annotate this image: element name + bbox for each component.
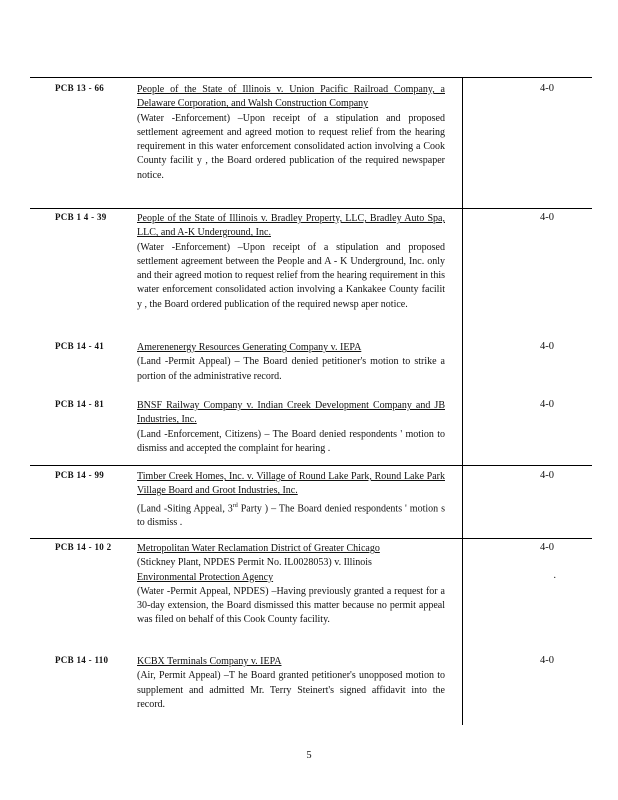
margin-mark: . <box>553 570 556 581</box>
case-title: People of the State of Illinois v. Union Pacific Railroad Company, a Delaware Corporation, and Walsh Construction Company <box>137 84 445 110</box>
ordinal-suffix: rd <box>232 502 238 509</box>
case-number: PCB 14 - 110 <box>55 655 109 665</box>
case-body: (Land -Permit Appeal) – The Board denied petitioner's motion to strike a portion of the administrative record. <box>137 356 445 382</box>
case-description <box>137 655 445 712</box>
case-number: PCB 1 4 - 39 <box>55 212 107 222</box>
case-title-agency: Environmental Protection Agency <box>137 571 274 583</box>
case-title: KCBX Terminals Company v. IEPA <box>137 656 282 667</box>
vote-count: 4-0 <box>540 470 554 481</box>
page-number: 5 <box>306 750 312 761</box>
case-description <box>137 83 445 183</box>
case-number: PCB 13 - 66 <box>55 83 105 93</box>
case-title-continued: (Stickney Plant, NPDES Permit No. IL0028053) v. Illinois <box>137 557 372 569</box>
case-body-post: Party ) – The Board denied respondents ' motion s to dismiss . <box>137 502 445 529</box>
top-rule <box>30 77 592 78</box>
vote-count: 4-0 <box>540 542 554 553</box>
case-number: PCB 14 - 41 <box>55 341 105 351</box>
vote-count: 4-0 <box>540 655 554 666</box>
case-description <box>137 399 445 456</box>
row-rule <box>30 538 592 539</box>
case-title: People of the State of Illinois v. Bradley Property, LLC, Bradley Auto Spa, LLC, and A-K Underground, Inc. <box>137 213 445 239</box>
case-body: (Land -Enforcement, Citizens) – The Board denied respondents ' motion to dismiss and accepted the complaint for hearing . <box>137 428 445 454</box>
case-description <box>137 542 445 628</box>
case-body: (Water -Enforcement) –Upon receipt of a stipulation and proposed settlement agreement between the People and A - K Underground, Inc. only and their agreed motion to request relief from the hearing requirement in this water enforcement consolidated action involving a Kankakee County facilit y , the Board ordered publication of the required newsp aper notice. <box>137 241 445 310</box>
case-description <box>137 470 445 531</box>
case-number: PCB 14 - 81 <box>55 399 105 409</box>
case-description <box>137 212 445 312</box>
case-title: Timber Creek Homes, Inc. v. Village of Round Lake Park, Round Lake Park Village Board and Groot Industries, Inc. <box>137 471 445 497</box>
case-body-pre: (Land -Siting Appeal, 3 <box>137 502 233 514</box>
row-rule <box>30 465 592 466</box>
case-title: Metropolitan Water Reclamation District of Greater Chicago <box>137 543 380 554</box>
row-rule <box>30 208 592 209</box>
case-description <box>137 341 445 384</box>
column-divider <box>462 77 463 725</box>
case-title: Amerenenergy Resources Generating Company v. IEPA <box>137 342 362 353</box>
vote-count: 4-0 <box>540 341 554 352</box>
case-number: PCB 14 - 10 2 <box>55 542 112 552</box>
case-body: (Water -Enforcement) –Upon receipt of a stipulation and proposed settlement agreement and agreed motion to request relief from the hearing requirement in this water enforcement consolidated action involving a Cook County facilit y , the Board ordered publication of the required newspaper notice. <box>137 112 445 181</box>
vote-count: 4-0 <box>540 212 554 223</box>
case-number: PCB 14 - 99 <box>55 470 105 480</box>
case-title: BNSF Railway Company v. Indian Creek Development Company and JB Industries, Inc. <box>137 400 445 426</box>
case-body: (Water -Permit Appeal, NPDES) –Having previously granted a request for a 30-day extension, the Board dismissed this matter because no permit appeal was filed on behalf of this Cook County facility. <box>137 585 445 626</box>
case-body: (Air, Permit Appeal) –T he Board granted petitioner's unopposed motion to supplement and admitted Mr. Terry Steinert's signed affidavit into the record. <box>137 670 445 710</box>
vote-count: 4-0 <box>540 83 554 94</box>
vote-count: 4-0 <box>540 399 554 410</box>
